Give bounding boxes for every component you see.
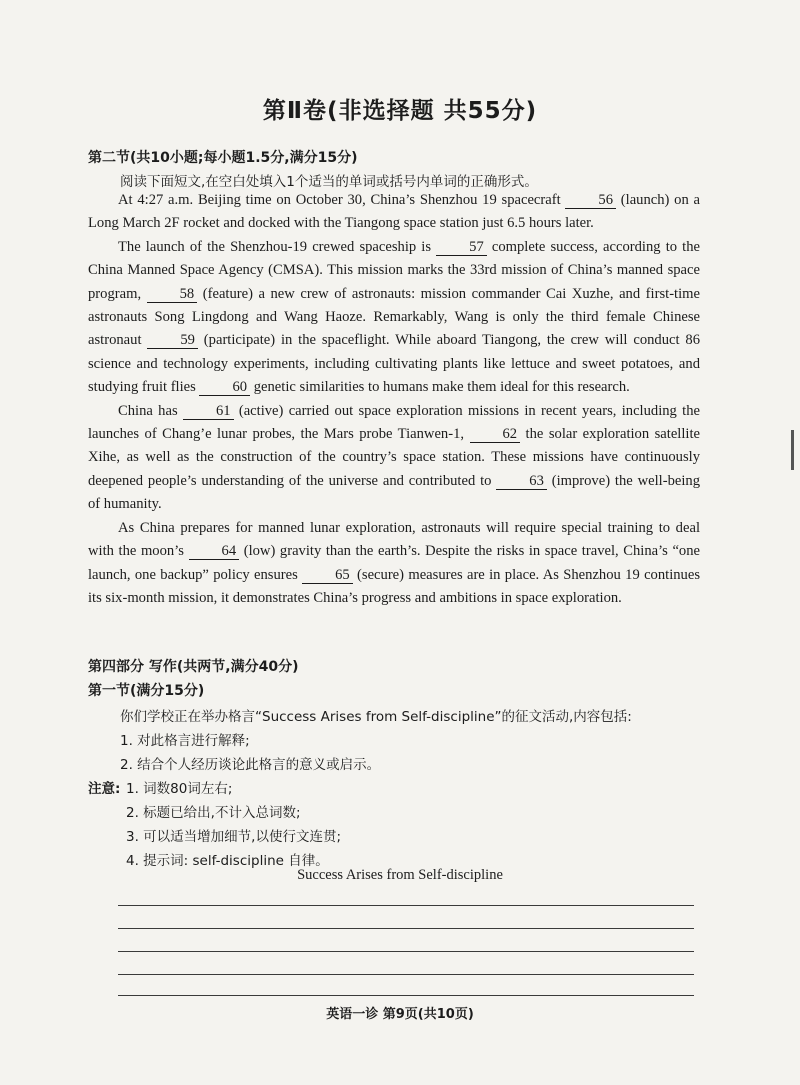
writing-line xyxy=(118,974,694,975)
page-footer: 英语一诊 第9页(共10页) xyxy=(326,1007,474,1022)
passage-paragraph-4 xyxy=(88,517,700,611)
writing-line xyxy=(118,928,694,929)
notice-label: 注意: xyxy=(88,781,121,797)
notice-item: 1. 词数80词左右; xyxy=(126,781,233,797)
paper-section-title: 第Ⅱ卷(非选择题 共55分) xyxy=(262,98,538,124)
notice-item: 3. 可以适当增加细节,以使行文连贯; xyxy=(126,829,342,845)
notice-item: 2. 标题已给出,不计入总词数; xyxy=(126,805,301,821)
scan-edge-mark xyxy=(791,430,794,470)
blank-65: 65 xyxy=(302,568,353,584)
passage-text: (active) carried out space exploration missions in recent years, including the launches of Chang’e lunar probes, the Mars probe Tianwen-1, xyxy=(88,402,700,443)
passage-paragraph-2 xyxy=(88,236,700,400)
blank-58: 58 xyxy=(147,287,198,303)
passage-text: As China prepares for manned lunar exploration, astronauts will require special training to deal with the moon’s xyxy=(88,519,700,560)
passage-text: the solar exploration satellite Xihe, as well as the construction of the country’s space station. These missions have continuously deepened people’s understanding of the universe and contributed to xyxy=(88,426,700,489)
part4-subheading: 第一节(满分15分) xyxy=(88,683,205,699)
writing-line xyxy=(118,951,694,952)
passage-text: (participate) in the spaceflight. While aboard Tiangong, the crew will conduct 86 science and technology experiments, including cultivating plants like lettuce and sweet potatoes, and studying fruit flies xyxy=(88,332,700,396)
writing-task-item: 2. 结合个人经历谈论此格言的意义或启示。 xyxy=(120,757,381,773)
passage-text: (feature) a new crew of astronauts: mission commander Cai Xuzhe, and first-time astronauts Song Lingdong and Wang Haoze. Remarkably, Wang is only the third female Chinese astronaut xyxy=(88,285,700,349)
passage-text: At 4:27 a.m. Beijing time on October 30, China’s Shenzhou 19 spacecraft xyxy=(118,192,566,208)
notice-item: 4. 提示词: self-discipline 自律。 xyxy=(126,853,329,869)
writing-task-item: 1. 对此格言进行解释; xyxy=(120,733,250,749)
blank-59: 59 xyxy=(147,333,198,349)
passage-text: China has xyxy=(118,402,183,419)
passage-paragraph-3 xyxy=(88,400,700,517)
passage-text: (low) gravity than the earth’s. Despite the risks in space travel, China’s “one launch, one backup” policy ensures xyxy=(88,543,700,583)
blank-60: 60 xyxy=(199,380,250,396)
passage-text: (launch) on a Long March 2F rocket and docked with the Tiangong space station just 6.5 hours later. xyxy=(88,192,700,232)
writing-line xyxy=(118,995,694,996)
blank-63: 63 xyxy=(496,474,547,490)
blank-64: 64 xyxy=(189,544,240,560)
part4-heading: 第四部分 写作(共两节,满分40分) xyxy=(88,659,299,675)
passage-text: genetic similarities to humans make them ideal for this research. xyxy=(250,379,630,396)
blank-61: 61 xyxy=(183,404,234,420)
blank-56: 56 xyxy=(565,193,616,209)
essay-title: Success Arises from Self-discipline xyxy=(297,867,503,883)
passage-paragraph-1 xyxy=(88,189,700,236)
reading-passage xyxy=(88,189,700,610)
blank-62: 62 xyxy=(470,427,521,443)
section2-heading: 第二节(共10小题;每小题1.5分,满分15分) xyxy=(88,150,358,166)
writing-prompt: 你们学校正在举办格言“Success Arises from Self-discipline”的征文活动,内容包括: xyxy=(120,709,632,725)
section2-instruction: 阅读下面短文,在空白处填入1个适当的单词或括号内单词的正确形式。 xyxy=(120,174,538,190)
writing-line xyxy=(118,905,694,906)
passage-text: The launch of the Shenzhou-19 crewed spaceship is xyxy=(118,238,437,255)
blank-57: 57 xyxy=(436,240,487,256)
passage-text: (secure) measures are in place. As Shenzhou 19 continues its six-month mission, it demonstrates China’s progress and ambitions in space exploration. xyxy=(88,566,700,606)
passage-text: complete success, according to the China Manned Space Agency (CMSA). This mission marks the 33rd mission of China’s manned space program, xyxy=(88,238,700,302)
passage-text: (improve) the well-being of humanity. xyxy=(88,472,700,513)
